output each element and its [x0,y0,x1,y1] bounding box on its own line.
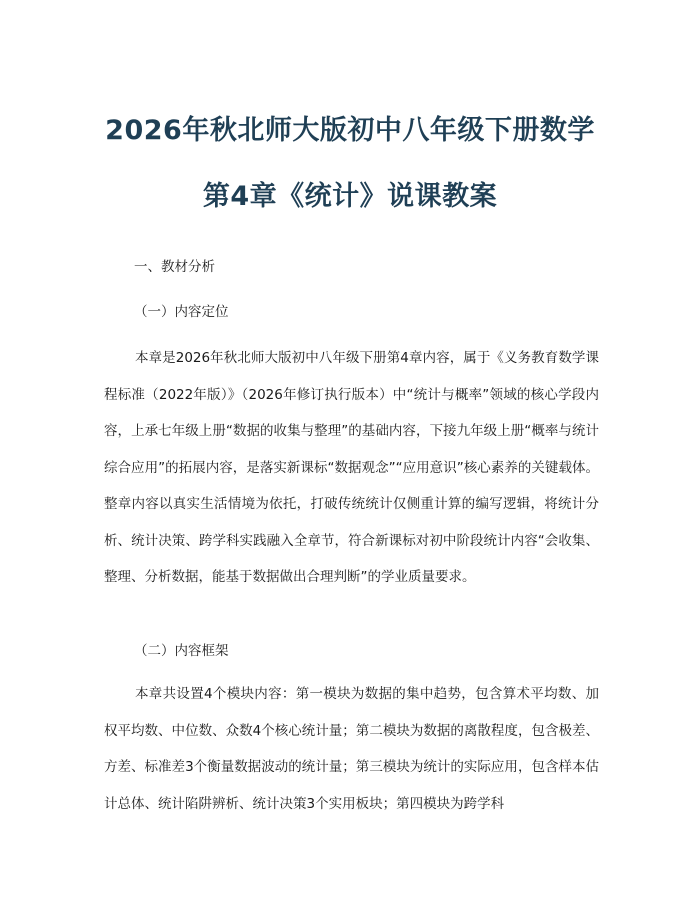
document-title-line-1: 2026年秋北师大版初中八年级下册数学 [105,115,595,146]
document-title-line-2: 第4章《统计》说课教案 [202,181,498,212]
subsection-heading-content-positioning: （一）内容定位 [134,304,229,320]
paragraph-content-framework: 本章共设置4个模块内容：第一模块为数据的集中趋势，包含算术平均数、加权平均数、中位数、众数4个核心统计量；第二模块为数据的离散程度，包含极差、方差、标准差3个衡量数据波动的统计量；第三模块为统计的实际应用，包含样本估计总体、统计陷阱辨析、统计决策3个实用板块；第四模块为跨学科 [104,686,599,812]
subsection-heading-content-framework: （二）内容框架 [134,643,229,659]
section-heading-textbook-analysis: 一、教材分析 [134,259,215,275]
paragraph-content-positioning: 本章是2026年秋北师大版初中八年级下册第4章内容，属于《义务教育数学课程标准（2022年版）》（2026年修订执行版本）中“统计与概率”领域的核心学段内容，上承七年级上册“数据的收集与整理”的基础内容，下接九年级上册“概率与统计综合应用”的拓展内容，是落实新课标“数据观念”“应用意识”核心素养的关键载体。整章内容以真实生活情境为依托，打破传统统计仅侧重计算的编写逻辑，将统计分析、统计决策、跨学科实践融入全章节，符合新课标对初中阶段统计内容“会收集、整理、分析数据，能基于数据做出合理判断”的学业质量要求。 [104,350,599,585]
